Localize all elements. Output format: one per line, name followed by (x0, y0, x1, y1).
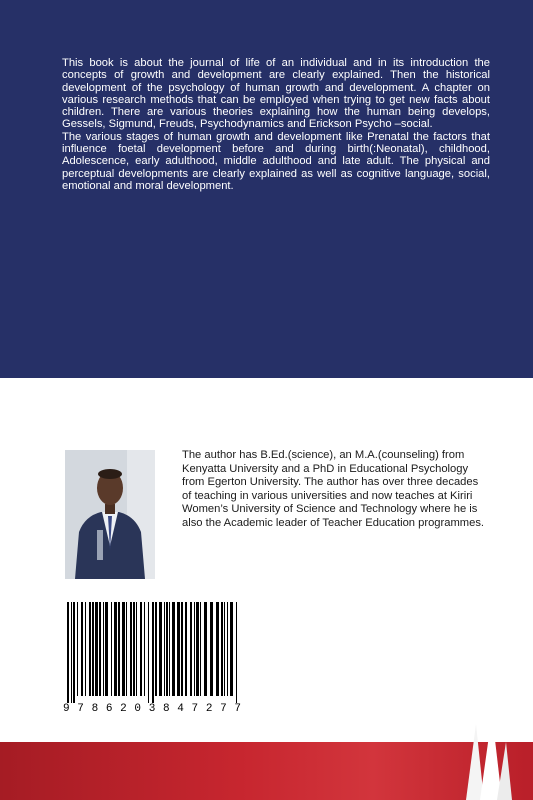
barcode-bar (210, 602, 213, 696)
barcode-bar (130, 602, 132, 696)
barcode-bar (133, 602, 135, 696)
barcode-bar (89, 602, 91, 696)
book-blurb (62, 57, 490, 192)
barcode-bar (227, 602, 228, 696)
barcode-bar (67, 602, 69, 703)
barcode-bar (216, 602, 219, 696)
barcode-bar (140, 602, 142, 696)
barcode-bar (118, 602, 120, 696)
barcode-bar (85, 602, 86, 696)
barcode-bar (236, 602, 237, 703)
barcode-bar (126, 602, 127, 696)
barcode-bar (224, 602, 225, 696)
barcode-bar (172, 602, 175, 696)
barcode-bar (92, 602, 94, 696)
barcode-bar (148, 602, 149, 703)
bottom-color-band (0, 742, 533, 800)
barcode-digit: 3 (148, 703, 156, 715)
barcode-digit: 2 (205, 703, 213, 715)
barcode-bar (103, 602, 104, 696)
barcode-bar (159, 602, 162, 696)
barcode-bar (99, 602, 101, 696)
barcode-digit: 0 (134, 703, 142, 715)
barcode-bar (111, 602, 112, 696)
barcode-bar (200, 602, 201, 696)
barcode-bar (114, 602, 117, 696)
barcode-bar (185, 602, 187, 696)
barcode-bar (81, 602, 83, 696)
barcode-digit: 8 (91, 703, 99, 715)
barcode-digit: 2 (120, 703, 127, 715)
barcode-bar (177, 602, 180, 696)
barcode-digit: 7 (191, 703, 199, 715)
barcode-digit: 7 (234, 703, 241, 715)
author-photo (65, 450, 155, 579)
barcode-digit: 4 (177, 703, 184, 715)
barcode-bar (164, 602, 165, 696)
barcode-bar (196, 602, 199, 696)
blurb-panel (0, 0, 533, 378)
barcode-digit: 9 (63, 703, 70, 715)
barcode-bar (77, 602, 78, 696)
publisher-logo-icon (462, 712, 512, 800)
barcode-bar (71, 602, 72, 703)
barcode-bar (221, 602, 223, 696)
barcode-digit: 7 (220, 703, 227, 715)
barcode-digit: 6 (105, 703, 113, 715)
barcode-bar (169, 602, 170, 696)
barcode-digit: 8 (162, 703, 170, 715)
barcode-bars (63, 602, 241, 703)
barcode-bar (181, 602, 183, 696)
isbn-digits (63, 703, 241, 715)
barcode-bar (136, 602, 137, 696)
author-portrait-icon (65, 450, 155, 579)
barcode-bar (95, 602, 98, 696)
blurb-paragraph-2: The various stages of human growth and development like Prenatal the factors that influence foetal development before and during birth(:Neonatal), childhood, Adolescence, early adulthood, middle adulthood and late adult. The physical and perceptual developments are clearly explained as well as cognitive language, social, emotional and moral development. (62, 130, 490, 192)
isbn-barcode (63, 602, 241, 715)
barcode-bar (190, 602, 192, 696)
barcode-bar (155, 602, 157, 696)
barcode-bar (204, 602, 207, 696)
barcode-bar (152, 602, 154, 703)
barcode-bar (230, 602, 233, 696)
blurb-paragraph-1: This book is about the journal of life of an individual and in its introduction the concepts of growth and development are clearly explained. Then the historical development of the psychology of human growth and development. A chapter on various research methods that can be employed when trying to get new facts about children. There are various theories explaining how the human being develops, Gessels, Sigmund, Freuds, Psychodynamics and Erickson Psycho –social. (62, 57, 490, 131)
barcode-bar (144, 602, 145, 696)
barcode-bar (105, 602, 108, 696)
barcode-bar (73, 602, 75, 703)
barcode-bar (194, 602, 195, 696)
barcode-bar (122, 602, 125, 696)
author-bio: The author has B.Ed.(science), an M.A.(counseling) from Kenyatta University and a PhD in Educational Psychology from Egerton University. The author has over three decades of teaching in various universities and now teaches at Kiriri Women’s University of Science and Technology where he is also the Academic leader of Teacher Education programmes. (182, 449, 485, 529)
barcode-bar (166, 602, 168, 696)
barcode-digit: 7 (77, 703, 84, 715)
